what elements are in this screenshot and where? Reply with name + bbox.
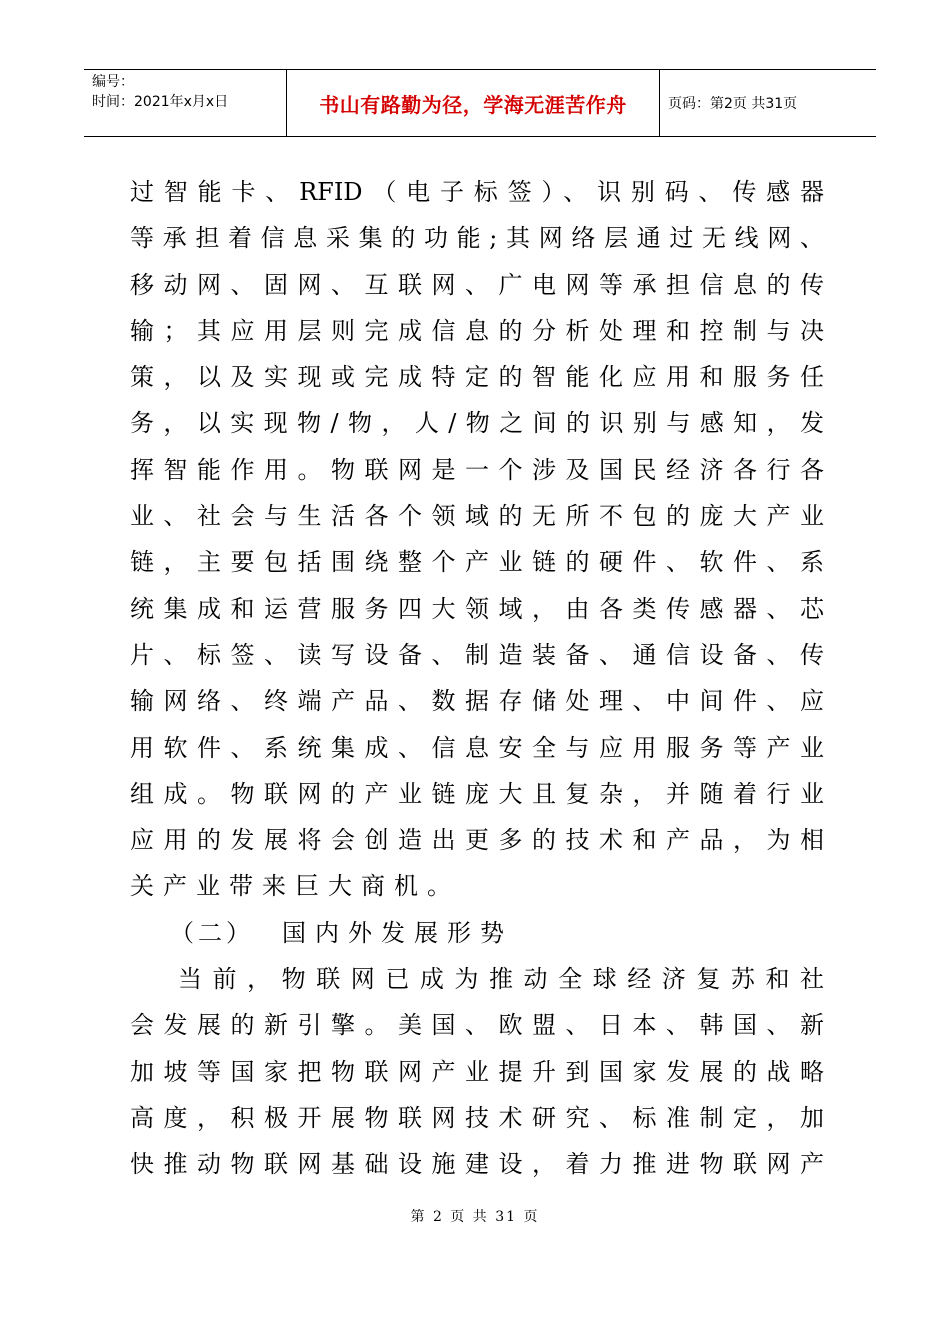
body-line: 组成。物联网的产业链庞大且复杂，并随着行业 (130, 779, 824, 808)
header-page-code-cell (660, 70, 876, 136)
body-line: 业、社会与生活各个领域的无所不包的庞大产业 (130, 502, 824, 531)
section-line: 当前，物联网已成为推动全球经济复苏和社 (178, 965, 824, 994)
body-line: 移动网、固网、互联网、广电网等承担信息的传 (130, 270, 824, 299)
section-line: 快推动物联网基础设施建设，着力推进物联网产 (130, 1150, 824, 1179)
document-body (130, 169, 824, 1188)
body-line: 统集成和运营服务四大领域，由各类传感器、芯 (130, 594, 824, 623)
section-line: 加坡等国家把物联网产业提升到国家发展的战略 (130, 1057, 824, 1086)
body-line: 用软件、系统集成、信息安全与应用服务等产业 (130, 733, 824, 762)
section-number: （二） (170, 918, 254, 947)
section-line: 高度，积极开展物联网技术研究、标准制定，加 (130, 1103, 824, 1132)
header-meta (84, 70, 286, 136)
page-header (84, 69, 876, 137)
body-line: 关产业带来巨大商机。 (130, 872, 460, 901)
page-footer: 第 2 页 共 31 页 (410, 1209, 540, 1225)
body-line: 过智能卡、RFID（电子标签）、识别码、传感器 (130, 178, 824, 206)
document-time-label: 时间：2021年x月x日 (92, 94, 229, 110)
body-line: 等承担着信息采集的功能;其网络层通过无线网、 (130, 224, 824, 253)
section-line: 会发展的新引擎。美国、欧盟、日本、韩国、新 (130, 1011, 824, 1040)
body-line: 策，以及实现或完成特定的智能化应用和服务任 (130, 363, 824, 392)
body-line: 应用的发展将会创造出更多的技术和产品，为相 (130, 826, 824, 855)
header-page-code: 页码：第2页 共31页 (668, 96, 798, 112)
header-motto: 书山有路勤为径，学海无涯苦作舟 (319, 92, 627, 117)
section-title: 国内外发展形势 (282, 918, 513, 947)
body-line: 务，以实现物/物，人/物之间的识别与感知，发 (130, 409, 824, 438)
body-line: 挥智能作用。物联网是一个涉及国民经济各行各 (130, 455, 824, 484)
document-number-label: 编号： (92, 74, 134, 90)
body-line: 输网络、终端产品、数据存储处理、中间件、应 (130, 687, 824, 716)
section-heading (130, 910, 824, 956)
body-line: 链，主要包括围绕整个产业链的硬件、软件、系 (130, 548, 824, 577)
body-line: 输；其应用层则完成信息的分析处理和控制与决 (130, 316, 824, 345)
header-motto-cell (286, 70, 660, 136)
body-line: 片、标签、读写设备、制造装备、通信设备、传 (130, 640, 824, 669)
